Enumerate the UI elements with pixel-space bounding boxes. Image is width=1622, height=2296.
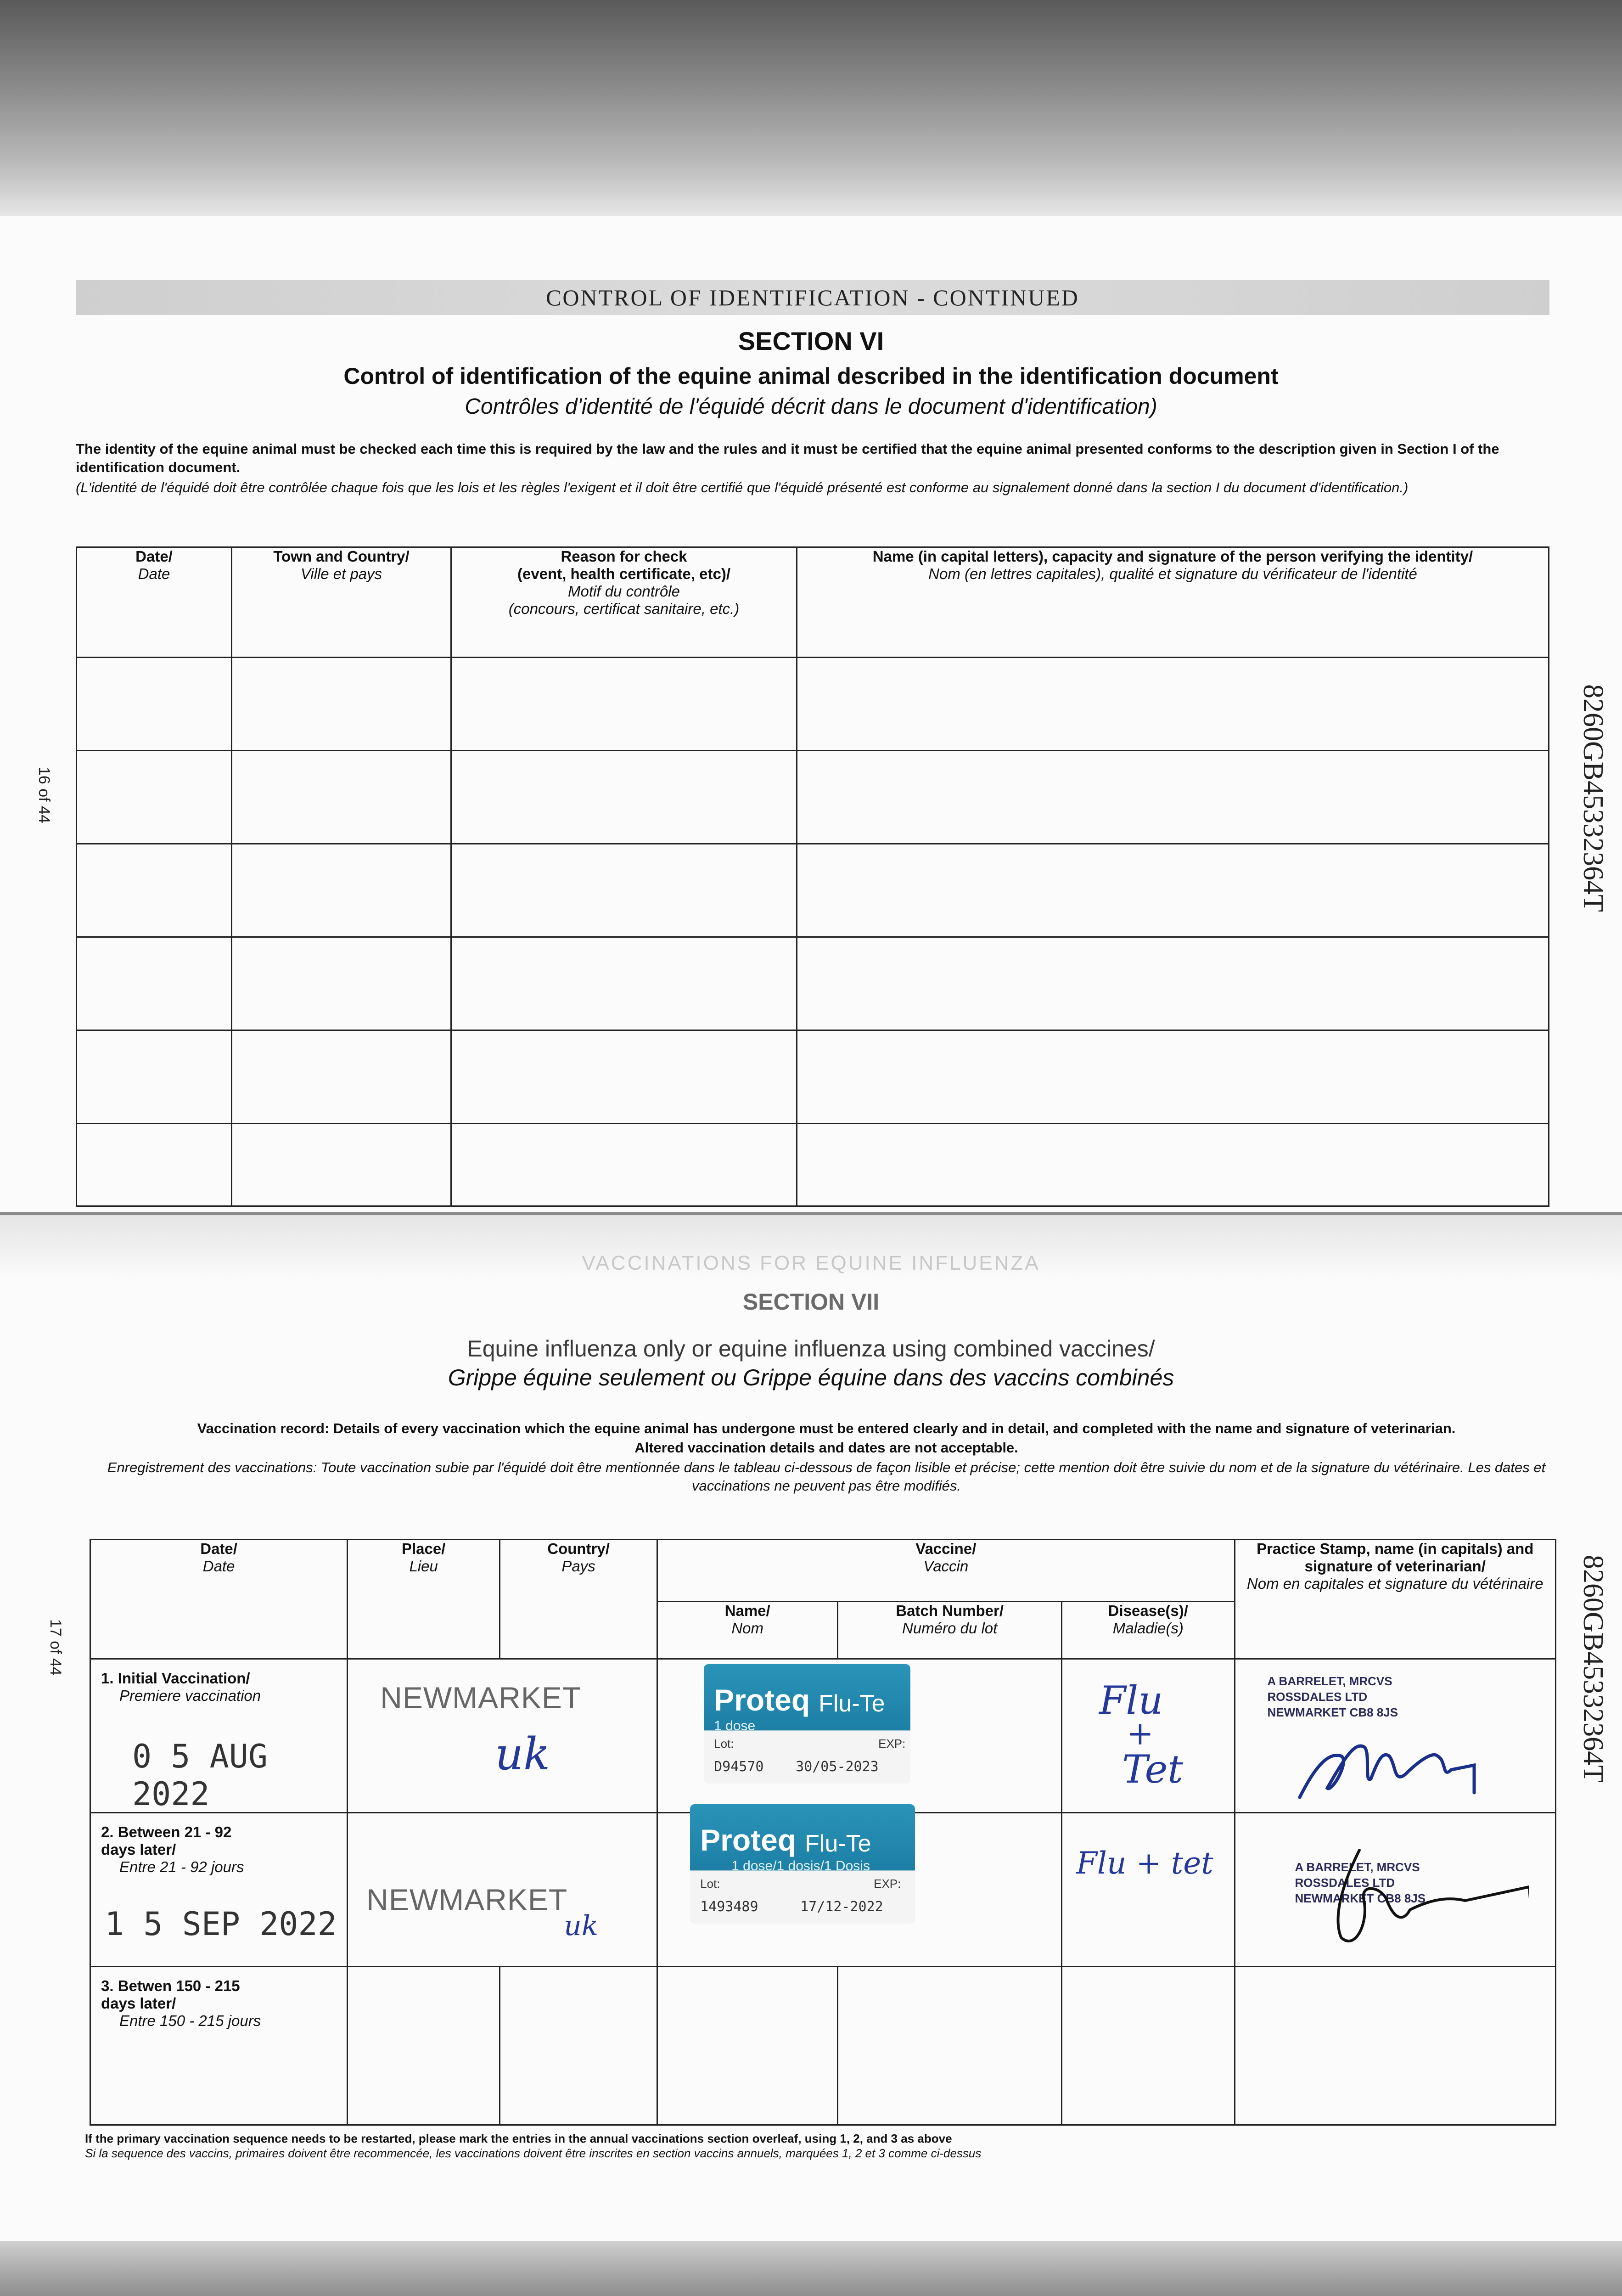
vaccine-sticker [690,1804,915,1924]
document-id: 8260GB45332364T [1577,1555,1609,1783]
intro-en: The identity of the equine animal must be checked each time this is required by the law and the rules and it must be certified that the equine animal presented conforms to the description given in Section I of the identification document. [76,441,1499,475]
intro-fr: Enregistrement des vaccinations: Toute vaccination subie par l'équidé doit être mentionnée dans le tableau ci-dessous de façon lisible et précise; cette mention doit être suivie du nom et de la signature du vétérinaire. Les dates et vaccinations ne peuvent pas être modifiés. [107,1459,1546,1494]
page-number: 16 of 44 [35,767,53,823]
header-vaccine: Vaccine/ Vaccin [657,1540,1235,1602]
cell-date[interactable] [77,1124,232,1206]
cell-reason[interactable] [451,1124,797,1206]
cell-reason[interactable] [451,937,797,1030]
cell-reason[interactable] [451,751,797,844]
cell-reason[interactable] [451,1030,797,1124]
footer-note-en: If the primary vaccination sequence needs to be restarted, please mark the entries in the annual vaccinations section overleaf, using 1, 2, and 3 as above [85,2132,952,2145]
row-label: 2. Between 21 - 92 days later/ Entre 21 - 92 jours [101,1823,244,1875]
vaccine-dose: 1 dose/1 dosis/1 Dosis [731,1858,870,1874]
exp-label: EXP: [878,1737,906,1750]
cell-verifier[interactable] [797,1030,1549,1124]
cell-town[interactable] [232,844,451,937]
header-batch-number: Batch Number/ Numéro du lot [838,1602,1062,1659]
cell-batch-number[interactable] [838,1967,1062,2125]
cell-town[interactable] [232,1124,451,1206]
cell-vaccine-name[interactable] [657,1967,838,2125]
exp-label: EXP: [874,1877,901,1891]
table-row [77,1030,1549,1124]
page-16 [0,216,1622,1212]
vet-stamp: A BARRELET, MRCVS ROSSDALES LTD NEWMARKET CB8 8JS [1267,1674,1398,1719]
section-title: SECTION VII [742,1289,880,1315]
identity-check-table [76,546,1549,1207]
vaccine-sticker [704,1664,910,1784]
vaccine-brand: Proteq [714,1683,810,1717]
section-banner: CONTROL OF IDENTIFICATION - CONTINUED [76,280,1549,315]
page-number: 17 of 44 [47,1619,64,1676]
lot-number: 1493489 [700,1899,758,1915]
document-id: 8260GB45332364T [1577,684,1609,912]
cell-country[interactable] [500,1967,657,2125]
place-stamp: NEWMARKET [366,1883,568,1917]
section-subtitle-fr: Contrôles d'identité de l'équidé décrit dans le document d'identification) [465,394,1157,419]
table-header-row [90,1540,1556,1602]
cell-verifier[interactable] [797,844,1549,937]
lot-number: D94570 [714,1759,764,1775]
cell-vaccine-label[interactable] [657,1659,1062,1813]
cell-vet-stamp[interactable] [1235,1813,1555,1967]
disease-handwritten: Flu + tet [1076,1846,1213,1881]
cell-verifier[interactable] [797,1124,1549,1206]
disease-handwritten: Flu [1099,1678,1163,1723]
cell-place[interactable] [348,1967,500,2125]
table-row [77,751,1549,844]
cell-reason[interactable] [451,658,797,751]
intro-fr: (L'identité de l'équidé doit être contrôlée chaque fois que les lois et les règles l'exigent et il doit être certifié que l'équidé présenté est conforme au signalement donné dans la section I du document d'identification.) [76,479,1409,495]
page-17 [0,1212,1622,2241]
header-place: Place/ Lieu [348,1540,500,1659]
lot-label: Lot: [700,1877,720,1891]
table-row [77,1124,1549,1206]
header-date: Date/ Date [90,1540,348,1659]
header-practice-stamp: Practice Stamp, name (in capitals) and signature of veterinarian/ Nom en capitales et signature du vétérinaire [1235,1540,1555,1659]
header-vaccine-name: Name/ Nom [657,1602,838,1659]
cell-verifier[interactable] [797,937,1549,1030]
header-country: Country/ Pays [500,1540,657,1659]
binder-shadow-bottom [0,2241,1622,2296]
cell-reason[interactable] [451,844,797,937]
vet-signature [1272,1715,1502,1806]
cell-vaccine-label[interactable] [657,1813,1062,1967]
vet-stamp: A BARRELET, MRCVS ROSSDALES LTD NEWMARKET CB8 8JS [1295,1860,1426,1905]
cell-town[interactable] [232,658,451,751]
vaccination-table [90,1539,1556,2126]
cell-date[interactable] [77,844,232,937]
intro-en-2: Altered vaccination details and dates are not acceptable. [634,1440,1018,1456]
vaccine-dose: 1 dose [714,1718,756,1733]
table-row [77,844,1549,937]
cell-diseases[interactable] [1062,1813,1235,1967]
cell-date[interactable] [90,1813,348,1967]
place-stamp: NEWMARKET [380,1681,582,1715]
vaccine-product: Flu-Te [805,1830,871,1857]
cell-place-country[interactable] [348,1659,657,1813]
header-date: Date/ Date [77,547,232,658]
cell-vet-stamp[interactable] [1235,1659,1555,1813]
vaccine-brand: Proteq [700,1823,797,1857]
faded-banner: VACCINATIONS FOR EQUINE INFLUENZA [582,1252,1040,1274]
cell-date[interactable] [77,1030,232,1124]
footer-note-fr: Si la sequence des vaccins, primaires doivent être recommencée, les vaccinations doivent être inscrites en section vaccins annuels, marquées 1, 2 et 3 comme ci-dessus [85,2146,982,2160]
binder-shadow-top [0,0,1622,216]
vaccine-product: Flu-Te [819,1690,885,1717]
disease-plus: + [1127,1715,1154,1752]
section-subtitle-en: Control of identification of the equine animal described in the identification document [343,363,1279,389]
country-handwritten: uk [564,1910,599,1942]
cell-date[interactable] [77,658,232,751]
cell-verifier[interactable] [797,751,1549,844]
country-handwritten: uk [495,1728,550,1780]
cell-town[interactable] [232,751,451,844]
cell-vet-stamp[interactable] [1235,1967,1555,2125]
vaccination-row-2 [90,1813,1556,1967]
cell-place-country[interactable] [348,1813,657,1967]
cell-verifier[interactable] [797,658,1549,751]
vaccination-row-1 [90,1659,1556,1813]
intro-en-1: Vaccination record: Details of every vaccination which the equine animal has undergone must be entered clearly and in detail, and completed with the name and signature of veterinarian. [197,1420,1456,1436]
expiry-date: 30/05-2023 [796,1759,879,1775]
cell-date[interactable] [77,937,232,1030]
header-town-country: Town and Country/ Ville et pays [232,547,451,658]
header-verifier: Name (in capital letters), capacity and signature of the person verifying the identity/ Nom (en lettres capitales), qualité et signature du vérificateur de l'identité [797,547,1549,658]
header-reason: Reason for check (event, health certificate, etc)/ Motif du contrôle (concours, certificat sanitaire, etc.) [451,547,797,658]
vet-signature [1291,1832,1529,1965]
table-row [77,937,1549,1030]
cell-date[interactable] [77,751,232,844]
section-title: SECTION VI [738,326,884,355]
cell-town[interactable] [232,1030,451,1124]
vaccination-date: 1 5 SEP 2022 [105,1905,337,1943]
cell-town[interactable] [232,937,451,1030]
table-header-row [77,547,1549,658]
vaccination-row-3 [90,1967,1556,2125]
cell-date[interactable] [90,1659,348,1813]
cell-diseases[interactable] [1062,1967,1235,2125]
expiry-date: 17/12-2022 [800,1899,883,1915]
row-label: 1. Initial Vaccination/ Premiere vaccination [101,1670,261,1704]
cell-date[interactable] [90,1967,348,2125]
row-label: 3. Betwen 150 - 215 days later/ Entre 150 - 215 jours [101,1977,261,2029]
vaccination-date: 0 5 AUG 2022 [132,1738,268,1813]
disease-handwritten-2: Tet [1122,1747,1184,1792]
table-row [77,658,1549,751]
section-subtitle-fr: Grippe équine seulement ou Grippe équine dans des vaccins combinés [448,1365,1174,1390]
cell-diseases[interactable] [1062,1659,1235,1813]
lot-label: Lot: [714,1737,734,1750]
section-subtitle-en: Equine influenza only or equine influenza using combined vaccines/ [467,1336,1155,1362]
header-diseases: Disease(s)/ Maladie(s) [1062,1602,1235,1659]
